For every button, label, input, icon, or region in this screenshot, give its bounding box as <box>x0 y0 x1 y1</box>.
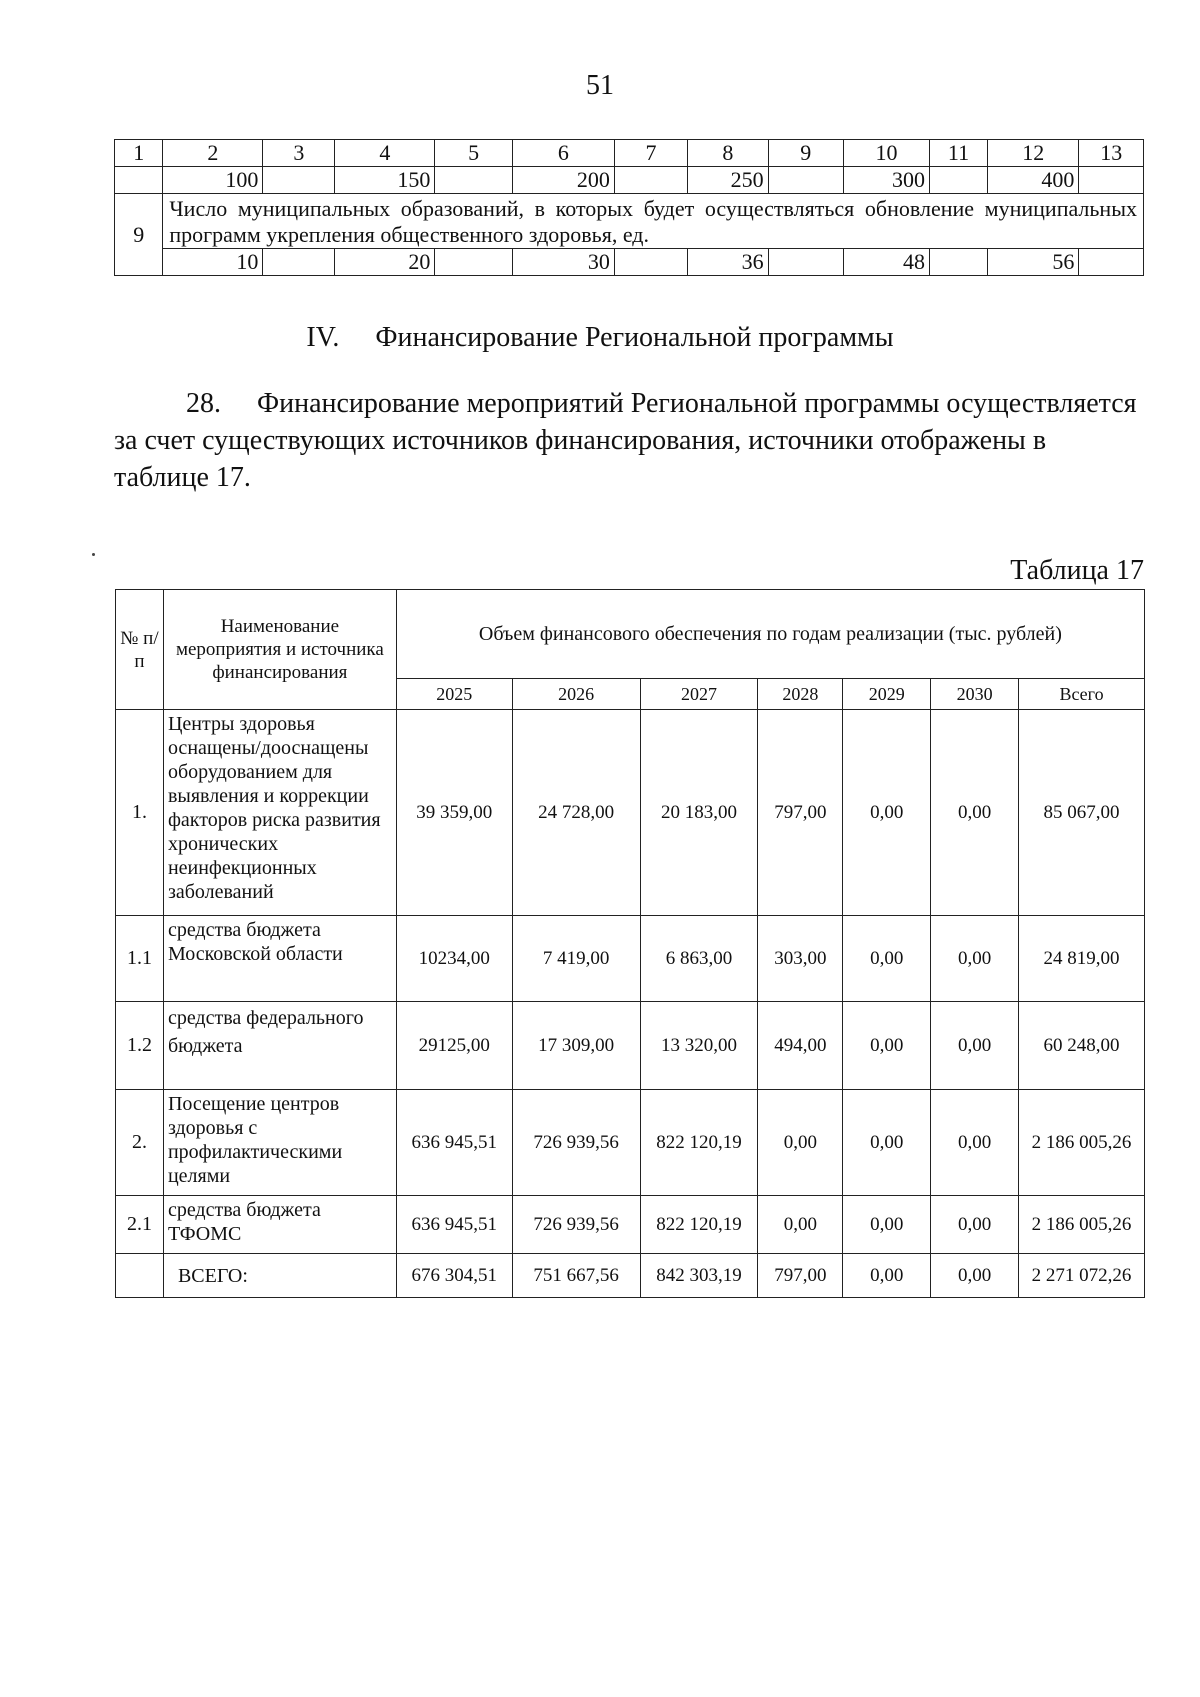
total-value: 751 667,56 <box>512 1254 640 1298</box>
cell-value: 636 945,51 <box>396 1090 512 1196</box>
col-index-header: № п/п <box>116 590 164 710</box>
row-index: 1.2 <box>116 1002 164 1090</box>
cell-value: 17 309,00 <box>512 1002 640 1090</box>
total-value: 0,00 <box>931 1254 1019 1298</box>
cell-value: 0,00 <box>931 710 1019 916</box>
year-header: 2030 <box>931 679 1019 710</box>
indicator-values-row <box>115 249 1144 276</box>
cell-value: 0,00 <box>843 916 931 1002</box>
cell-value: 726 939,56 <box>512 1196 640 1254</box>
total-value: 676 304,51 <box>396 1254 512 1298</box>
cell-value: 60 248,00 <box>1019 1002 1145 1090</box>
cell-value: 0,00 <box>843 1090 931 1196</box>
section-heading <box>0 322 1200 354</box>
year-header: 2028 <box>758 679 843 710</box>
cell-value: 24 819,00 <box>1019 916 1145 1002</box>
table-row <box>116 916 1145 1002</box>
table-row <box>116 710 1145 916</box>
cell-value: 10234,00 <box>396 916 512 1002</box>
indicator-value: 30 <box>512 249 614 276</box>
total-value: 842 303,19 <box>640 1254 758 1298</box>
col-header: 12 <box>988 140 1079 167</box>
total-value: 2 271 072,26 <box>1019 1254 1145 1298</box>
cell-value: 726 939,56 <box>512 1090 640 1196</box>
row-index: 2. <box>116 1090 164 1196</box>
year-header: 2027 <box>640 679 758 710</box>
total-row <box>116 1254 1145 1298</box>
cell-value: 0,00 <box>931 1090 1019 1196</box>
col-name-header: Наименование мероприятия и источника финансирования <box>163 590 396 710</box>
indicator-description-row <box>115 194 1144 249</box>
row-index: 1.1 <box>116 916 164 1002</box>
col-header: 9 <box>768 140 843 167</box>
cell-value: 0,00 <box>931 916 1019 1002</box>
indicator-description: Число муниципальных образований, в которых будет осуществляться обновление муниципальных программ укрепления общественного здоровья, ед. <box>163 194 1144 249</box>
row-index: 1. <box>116 710 164 916</box>
col-header: 3 <box>263 140 335 167</box>
cell-value: 2 186 005,26 <box>1019 1196 1145 1254</box>
table-caption: Таблица 17 <box>1010 555 1144 586</box>
section-title: Финансирование Региональной программы <box>375 322 894 353</box>
col-header: 1 <box>115 140 163 167</box>
row-name: Посещение центров здоровья с профилактическими целями <box>163 1090 396 1196</box>
col-header: 10 <box>843 140 929 167</box>
indicator-value: 250 <box>688 167 769 194</box>
paragraph-text: Финансирование мероприятий Региональной программы осуществляется за счет существующих источников финансирования, источники отображены в таблице 17. <box>114 388 1137 493</box>
section-number: IV. <box>306 322 340 353</box>
total-value: 0,00 <box>843 1254 931 1298</box>
indicator-value: 300 <box>843 167 929 194</box>
indicator-index: 9 <box>115 194 163 276</box>
row-name: средства бюджета ТФОМС <box>163 1196 396 1254</box>
col-header: 5 <box>435 140 512 167</box>
indicator-table <box>114 139 1144 276</box>
cell-value: 822 120,19 <box>640 1090 758 1196</box>
page-number: 51 <box>586 70 614 101</box>
table-row <box>116 1090 1145 1196</box>
cell-value: 797,00 <box>758 710 843 916</box>
cell-value: 0,00 <box>843 1002 931 1090</box>
paragraph <box>114 385 1144 496</box>
year-header: 2029 <box>843 679 931 710</box>
indicator-value: 150 <box>335 167 435 194</box>
table-row <box>116 1196 1145 1254</box>
financing-table <box>115 589 1145 1298</box>
indicator-value: 100 <box>163 167 263 194</box>
row-name: средства бюджета Московской области <box>163 916 396 1002</box>
indicator-value: 10 <box>163 249 263 276</box>
col-header: 4 <box>335 140 435 167</box>
cell-value: 24 728,00 <box>512 710 640 916</box>
indicator-values-row <box>115 167 1144 194</box>
cell-value: 0,00 <box>843 1196 931 1254</box>
total-label: ВСЕГО: <box>163 1254 396 1298</box>
cell-value: 822 120,19 <box>640 1196 758 1254</box>
table-header-row <box>116 590 1145 679</box>
total-value: 797,00 <box>758 1254 843 1298</box>
cell-value: 13 320,00 <box>640 1002 758 1090</box>
cell-value: 636 945,51 <box>396 1196 512 1254</box>
cell-value: 494,00 <box>758 1002 843 1090</box>
row-name: средства федерального бюджета <box>163 1002 396 1090</box>
col-header: 7 <box>614 140 687 167</box>
cell-value: 0,00 <box>758 1090 843 1196</box>
table-row <box>116 1002 1145 1090</box>
col-header: 13 <box>1079 140 1144 167</box>
paragraph-number: 28. <box>186 388 221 419</box>
indicator-value: 56 <box>988 249 1079 276</box>
cell-value: 6 863,00 <box>640 916 758 1002</box>
row-name: Центры здоровья оснащены/дооснащены оборудованием для выявления и коррекции факторов риска развития хронических неинфекционных заболеваний <box>163 710 396 916</box>
cell-value: 2 186 005,26 <box>1019 1090 1145 1196</box>
year-header: 2026 <box>512 679 640 710</box>
col-header: 2 <box>163 140 263 167</box>
year-header: 2025 <box>396 679 512 710</box>
indicator-value: 36 <box>688 249 769 276</box>
cell-value: 0,00 <box>931 1196 1019 1254</box>
cell-value: 303,00 <box>758 916 843 1002</box>
cell-value: 85 067,00 <box>1019 710 1145 916</box>
cell-value: 39 359,00 <box>396 710 512 916</box>
cell-value: 0,00 <box>931 1002 1019 1090</box>
indicator-value: 200 <box>512 167 614 194</box>
col-header: 8 <box>688 140 769 167</box>
col-header: 6 <box>512 140 614 167</box>
cell-value: 0,00 <box>758 1196 843 1254</box>
indicator-value: 20 <box>335 249 435 276</box>
cell-value: 29125,00 <box>396 1002 512 1090</box>
indicator-value: 48 <box>843 249 929 276</box>
year-header: Всего <box>1019 679 1145 710</box>
cell-value: 20 183,00 <box>640 710 758 916</box>
col-volume-header: Объем финансового обеспечения по годам реализации (тыс. рублей) <box>396 590 1144 679</box>
col-header: 11 <box>929 140 987 167</box>
cell-value: 0,00 <box>843 710 931 916</box>
row-index: 2.1 <box>116 1196 164 1254</box>
cell-value: 7 419,00 <box>512 916 640 1002</box>
scan-speck <box>92 553 95 556</box>
indicator-value: 400 <box>988 167 1079 194</box>
indicator-header-row <box>115 140 1144 167</box>
